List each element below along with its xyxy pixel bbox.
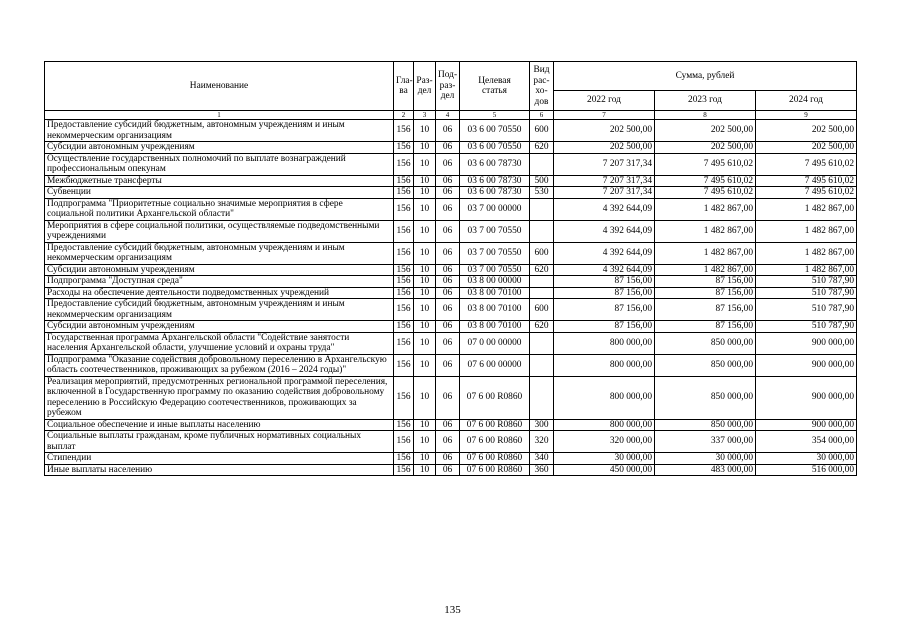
row-glava: 156 — [394, 220, 414, 242]
table-row — [45, 354, 857, 376]
row-sum-2022: 4 392 644,09 — [554, 220, 655, 242]
row-expense-type — [530, 354, 554, 376]
row-glava: 156 — [394, 431, 414, 453]
row-name: Расходы на обеспечение деятельности подведомственных учреждений — [45, 287, 394, 299]
row-sum-2024: 510 787,90 — [756, 276, 857, 288]
table-row — [45, 453, 857, 465]
row-target-article: 07 6 00 R0860 — [460, 376, 530, 419]
row-target-article: 03 8 00 70100 — [460, 287, 530, 299]
row-target-article: 03 7 00 70550 — [460, 264, 530, 276]
row-razdel: 10 — [414, 321, 436, 333]
row-target-article: 03 8 00 70100 — [460, 321, 530, 333]
table-row — [45, 287, 857, 299]
row-sum-2022: 87 156,00 — [554, 321, 655, 333]
row-sum-2023: 850 000,00 — [655, 419, 756, 431]
header-glava: Гла- ва — [394, 62, 414, 111]
row-name: Предоставление субсидий бюджетным, автономным учреждениям и иным некоммерческим организациям — [45, 242, 394, 264]
row-sum-2022: 7 207 317,34 — [554, 175, 655, 187]
row-sum-2022: 87 156,00 — [554, 276, 655, 288]
row-glava: 156 — [394, 419, 414, 431]
header-expense-type: Вид рас- хо- дов — [530, 62, 554, 111]
row-target-article: 03 6 00 70550 — [460, 142, 530, 154]
row-sum-2023: 87 156,00 — [655, 287, 756, 299]
table-body — [45, 111, 857, 476]
row-sum-2023: 30 000,00 — [655, 453, 756, 465]
row-podrazdel: 06 — [436, 276, 460, 288]
row-name: Стипендии — [45, 453, 394, 465]
row-target-article: 03 6 00 78730 — [460, 187, 530, 199]
row-expense-type — [530, 276, 554, 288]
row-podrazdel: 06 — [436, 242, 460, 264]
row-razdel: 10 — [414, 332, 436, 354]
page-number: 135 — [444, 604, 461, 616]
column-number: 3 — [414, 111, 436, 120]
row-expense-type: 340 — [530, 453, 554, 465]
row-target-article: 07 6 00 R0860 — [460, 453, 530, 465]
row-sum-2024: 1 482 867,00 — [756, 198, 857, 220]
row-glava: 156 — [394, 287, 414, 299]
table-row — [45, 332, 857, 354]
table-row — [45, 187, 857, 199]
row-target-article: 07 0 00 00000 — [460, 332, 530, 354]
row-sum-2022: 87 156,00 — [554, 299, 655, 321]
row-glava: 156 — [394, 321, 414, 333]
row-target-article: 07 6 00 R0860 — [460, 464, 530, 476]
header-razdel: Раз- дел — [414, 62, 436, 111]
row-sum-2023: 850 000,00 — [655, 354, 756, 376]
row-razdel: 10 — [414, 354, 436, 376]
row-sum-2024: 7 495 610,02 — [756, 153, 857, 175]
row-razdel: 10 — [414, 419, 436, 431]
table-row — [45, 142, 857, 154]
row-razdel: 10 — [414, 431, 436, 453]
table-row — [45, 321, 857, 333]
row-sum-2023: 850 000,00 — [655, 376, 756, 419]
header-target-article: Целевая статья — [460, 62, 530, 111]
row-sum-2024: 202 500,00 — [756, 142, 857, 154]
row-podrazdel: 06 — [436, 175, 460, 187]
row-glava: 156 — [394, 464, 414, 476]
row-razdel: 10 — [414, 242, 436, 264]
row-sum-2024: 900 000,00 — [756, 332, 857, 354]
row-sum-2023: 202 500,00 — [655, 142, 756, 154]
table-row — [45, 464, 857, 476]
table-row — [45, 198, 857, 220]
row-podrazdel: 06 — [436, 332, 460, 354]
table-row — [45, 276, 857, 288]
row-sum-2024: 7 495 610,02 — [756, 175, 857, 187]
row-name: Социальное обеспечение и иные выплаты населению — [45, 419, 394, 431]
row-sum-2022: 320 000,00 — [554, 431, 655, 453]
row-sum-2023: 7 495 610,02 — [655, 175, 756, 187]
table-row — [45, 175, 857, 187]
header-year-2022: 2022 год — [554, 91, 655, 111]
row-glava: 156 — [394, 264, 414, 276]
row-sum-2023: 7 495 610,02 — [655, 153, 756, 175]
row-sum-2022: 4 392 644,09 — [554, 264, 655, 276]
column-number: 6 — [530, 111, 554, 120]
row-name: Субвенции — [45, 187, 394, 199]
table-row — [45, 220, 857, 242]
row-name: Субсидии автономным учреждениям — [45, 264, 394, 276]
row-sum-2024: 900 000,00 — [756, 354, 857, 376]
row-name: Подпрограмма "Оказание содействия добровольному переселению в Архангельскую область соотечественников, проживающих за рубежом (2016 – 2024 годы)" — [45, 354, 394, 376]
table-row — [45, 120, 857, 142]
row-sum-2022: 7 207 317,34 — [554, 187, 655, 199]
row-sum-2022: 202 500,00 — [554, 142, 655, 154]
row-razdel: 10 — [414, 376, 436, 419]
row-name: Субсидии автономным учреждениям — [45, 321, 394, 333]
row-sum-2022: 800 000,00 — [554, 332, 655, 354]
row-sum-2023: 850 000,00 — [655, 332, 756, 354]
row-podrazdel: 06 — [436, 153, 460, 175]
row-podrazdel: 06 — [436, 264, 460, 276]
row-sum-2024: 1 482 867,00 — [756, 242, 857, 264]
row-sum-2023: 1 482 867,00 — [655, 242, 756, 264]
row-name: Социальные выплаты гражданам, кроме публичных нормативных социальных выплат — [45, 431, 394, 453]
row-sum-2022: 202 500,00 — [554, 120, 655, 142]
row-expense-type — [530, 153, 554, 175]
row-glava: 156 — [394, 376, 414, 419]
row-sum-2023: 483 000,00 — [655, 464, 756, 476]
row-razdel: 10 — [414, 120, 436, 142]
row-glava: 156 — [394, 153, 414, 175]
row-sum-2023: 337 000,00 — [655, 431, 756, 453]
row-expense-type: 320 — [530, 431, 554, 453]
row-razdel: 10 — [414, 276, 436, 288]
row-expense-type: 620 — [530, 264, 554, 276]
row-razdel: 10 — [414, 464, 436, 476]
row-sum-2022: 800 000,00 — [554, 376, 655, 419]
row-sum-2024: 516 000,00 — [756, 464, 857, 476]
column-number: 9 — [756, 111, 857, 120]
row-sum-2022: 87 156,00 — [554, 287, 655, 299]
row-name: Подпрограмма "Доступная среда" — [45, 276, 394, 288]
row-razdel: 10 — [414, 264, 436, 276]
row-name: Мероприятия в сфере социальной политики, осуществляемые подведомственными учреждениями — [45, 220, 394, 242]
row-sum-2022: 4 392 644,09 — [554, 198, 655, 220]
row-target-article: 07 6 00 00000 — [460, 354, 530, 376]
row-podrazdel: 06 — [436, 354, 460, 376]
row-podrazdel: 06 — [436, 198, 460, 220]
row-sum-2022: 800 000,00 — [554, 354, 655, 376]
column-number: 2 — [394, 111, 414, 120]
row-sum-2022: 7 207 317,34 — [554, 153, 655, 175]
row-sum-2023: 7 495 610,02 — [655, 187, 756, 199]
row-sum-2023: 1 482 867,00 — [655, 198, 756, 220]
row-razdel: 10 — [414, 153, 436, 175]
row-expense-type — [530, 220, 554, 242]
row-name: Осуществление государственных полномочий по выплате вознаграждений профессиональным опекунам — [45, 153, 394, 175]
row-expense-type: 360 — [530, 464, 554, 476]
row-glava: 156 — [394, 276, 414, 288]
budget-table — [44, 61, 857, 476]
column-number: 5 — [460, 111, 530, 120]
row-razdel: 10 — [414, 198, 436, 220]
row-name: Иные выплаты населению — [45, 464, 394, 476]
row-target-article: 03 8 00 00000 — [460, 276, 530, 288]
row-expense-type: 620 — [530, 321, 554, 333]
row-podrazdel: 06 — [436, 299, 460, 321]
row-sum-2022: 800 000,00 — [554, 419, 655, 431]
row-sum-2024: 510 787,90 — [756, 287, 857, 299]
row-target-article: 03 6 00 78730 — [460, 153, 530, 175]
row-target-article: 03 7 00 70550 — [460, 220, 530, 242]
header-sum: Сумма, рублей — [554, 62, 857, 91]
row-sum-2023: 202 500,00 — [655, 120, 756, 142]
table-row — [45, 419, 857, 431]
row-sum-2024: 1 482 867,00 — [756, 220, 857, 242]
row-podrazdel: 06 — [436, 321, 460, 333]
row-glava: 156 — [394, 198, 414, 220]
row-target-article: 03 6 00 70550 — [460, 120, 530, 142]
row-sum-2024: 202 500,00 — [756, 120, 857, 142]
row-sum-2023: 87 156,00 — [655, 321, 756, 333]
column-number: 7 — [554, 111, 655, 120]
row-razdel: 10 — [414, 453, 436, 465]
table-row — [45, 242, 857, 264]
row-target-article: 07 6 00 R0860 — [460, 431, 530, 453]
row-sum-2023: 1 482 867,00 — [655, 264, 756, 276]
row-expense-type — [530, 198, 554, 220]
row-razdel: 10 — [414, 220, 436, 242]
row-expense-type: 600 — [530, 242, 554, 264]
row-expense-type: 530 — [530, 187, 554, 199]
row-expense-type: 600 — [530, 299, 554, 321]
row-glava: 156 — [394, 354, 414, 376]
row-podrazdel: 06 — [436, 120, 460, 142]
row-razdel: 10 — [414, 175, 436, 187]
row-razdel: 10 — [414, 187, 436, 199]
row-target-article: 03 7 00 70550 — [460, 242, 530, 264]
column-number-row — [45, 111, 857, 120]
row-sum-2022: 30 000,00 — [554, 453, 655, 465]
row-sum-2024: 7 495 610,02 — [756, 187, 857, 199]
row-sum-2024: 30 000,00 — [756, 453, 857, 465]
row-target-article: 03 7 00 00000 — [460, 198, 530, 220]
row-podrazdel: 06 — [436, 376, 460, 419]
row-target-article: 03 8 00 70100 — [460, 299, 530, 321]
table-row — [45, 264, 857, 276]
row-glava: 156 — [394, 453, 414, 465]
row-glava: 156 — [394, 120, 414, 142]
table-row — [45, 376, 857, 419]
row-glava: 156 — [394, 299, 414, 321]
row-podrazdel: 06 — [436, 464, 460, 476]
row-expense-type: 620 — [530, 142, 554, 154]
row-sum-2023: 87 156,00 — [655, 276, 756, 288]
row-sum-2024: 900 000,00 — [756, 419, 857, 431]
row-expense-type — [530, 332, 554, 354]
row-sum-2024: 1 482 867,00 — [756, 264, 857, 276]
row-glava: 156 — [394, 175, 414, 187]
header-podrazdel: Под- раз- дел — [436, 62, 460, 111]
row-expense-type: 500 — [530, 175, 554, 187]
table-row — [45, 431, 857, 453]
row-podrazdel: 06 — [436, 419, 460, 431]
row-target-article: 07 6 00 R0860 — [460, 419, 530, 431]
row-sum-2023: 87 156,00 — [655, 299, 756, 321]
row-name: Предоставление субсидий бюджетным, автономным учреждениям и иным некоммерческим организациям — [45, 120, 394, 142]
row-sum-2022: 4 392 644,09 — [554, 242, 655, 264]
header-year-2024: 2024 год — [756, 91, 857, 111]
row-sum-2024: 354 000,00 — [756, 431, 857, 453]
column-number: 8 — [655, 111, 756, 120]
row-name: Предоставление субсидий бюджетным, автономным учреждениям и иным некоммерческим организациям — [45, 299, 394, 321]
table-row — [45, 299, 857, 321]
header-name: Наименование — [45, 62, 394, 111]
row-glava: 156 — [394, 187, 414, 199]
row-glava: 156 — [394, 242, 414, 264]
row-razdel: 10 — [414, 287, 436, 299]
row-sum-2023: 1 482 867,00 — [655, 220, 756, 242]
row-target-article: 03 6 00 78730 — [460, 175, 530, 187]
row-expense-type: 300 — [530, 419, 554, 431]
column-number: 4 — [436, 111, 460, 120]
row-name: Государственная программа Архангельской области "Содействие занятости населения Архангельской области, улучшение условий и охраны труда" — [45, 332, 394, 354]
row-podrazdel: 06 — [436, 187, 460, 199]
row-razdel: 10 — [414, 299, 436, 321]
row-name: Подпрограмма "Приоритетные социально значимые мероприятия в сфере социальной политики Архангельской области" — [45, 198, 394, 220]
row-podrazdel: 06 — [436, 453, 460, 465]
row-sum-2024: 510 787,90 — [756, 321, 857, 333]
column-number: 1 — [45, 111, 394, 120]
row-sum-2024: 900 000,00 — [756, 376, 857, 419]
row-expense-type — [530, 287, 554, 299]
row-name: Межбюджетные трансферты — [45, 175, 394, 187]
row-podrazdel: 06 — [436, 431, 460, 453]
row-name: Реализация мероприятий, предусмотренных региональной программой переселения, включенной в Государственную программу по оказанию содействия добровольному переселению в Российскую Федерацию соотечественников, проживающих за рубежом — [45, 376, 394, 419]
table-row — [45, 153, 857, 175]
row-sum-2022: 450 000,00 — [554, 464, 655, 476]
row-name: Субсидии автономным учреждениям — [45, 142, 394, 154]
row-glava: 156 — [394, 332, 414, 354]
row-expense-type — [530, 376, 554, 419]
row-expense-type: 600 — [530, 120, 554, 142]
row-glava: 156 — [394, 142, 414, 154]
row-podrazdel: 06 — [436, 287, 460, 299]
row-sum-2024: 510 787,90 — [756, 299, 857, 321]
row-podrazdel: 06 — [436, 220, 460, 242]
header-year-2023: 2023 год — [655, 91, 756, 111]
row-razdel: 10 — [414, 142, 436, 154]
row-podrazdel: 06 — [436, 142, 460, 154]
